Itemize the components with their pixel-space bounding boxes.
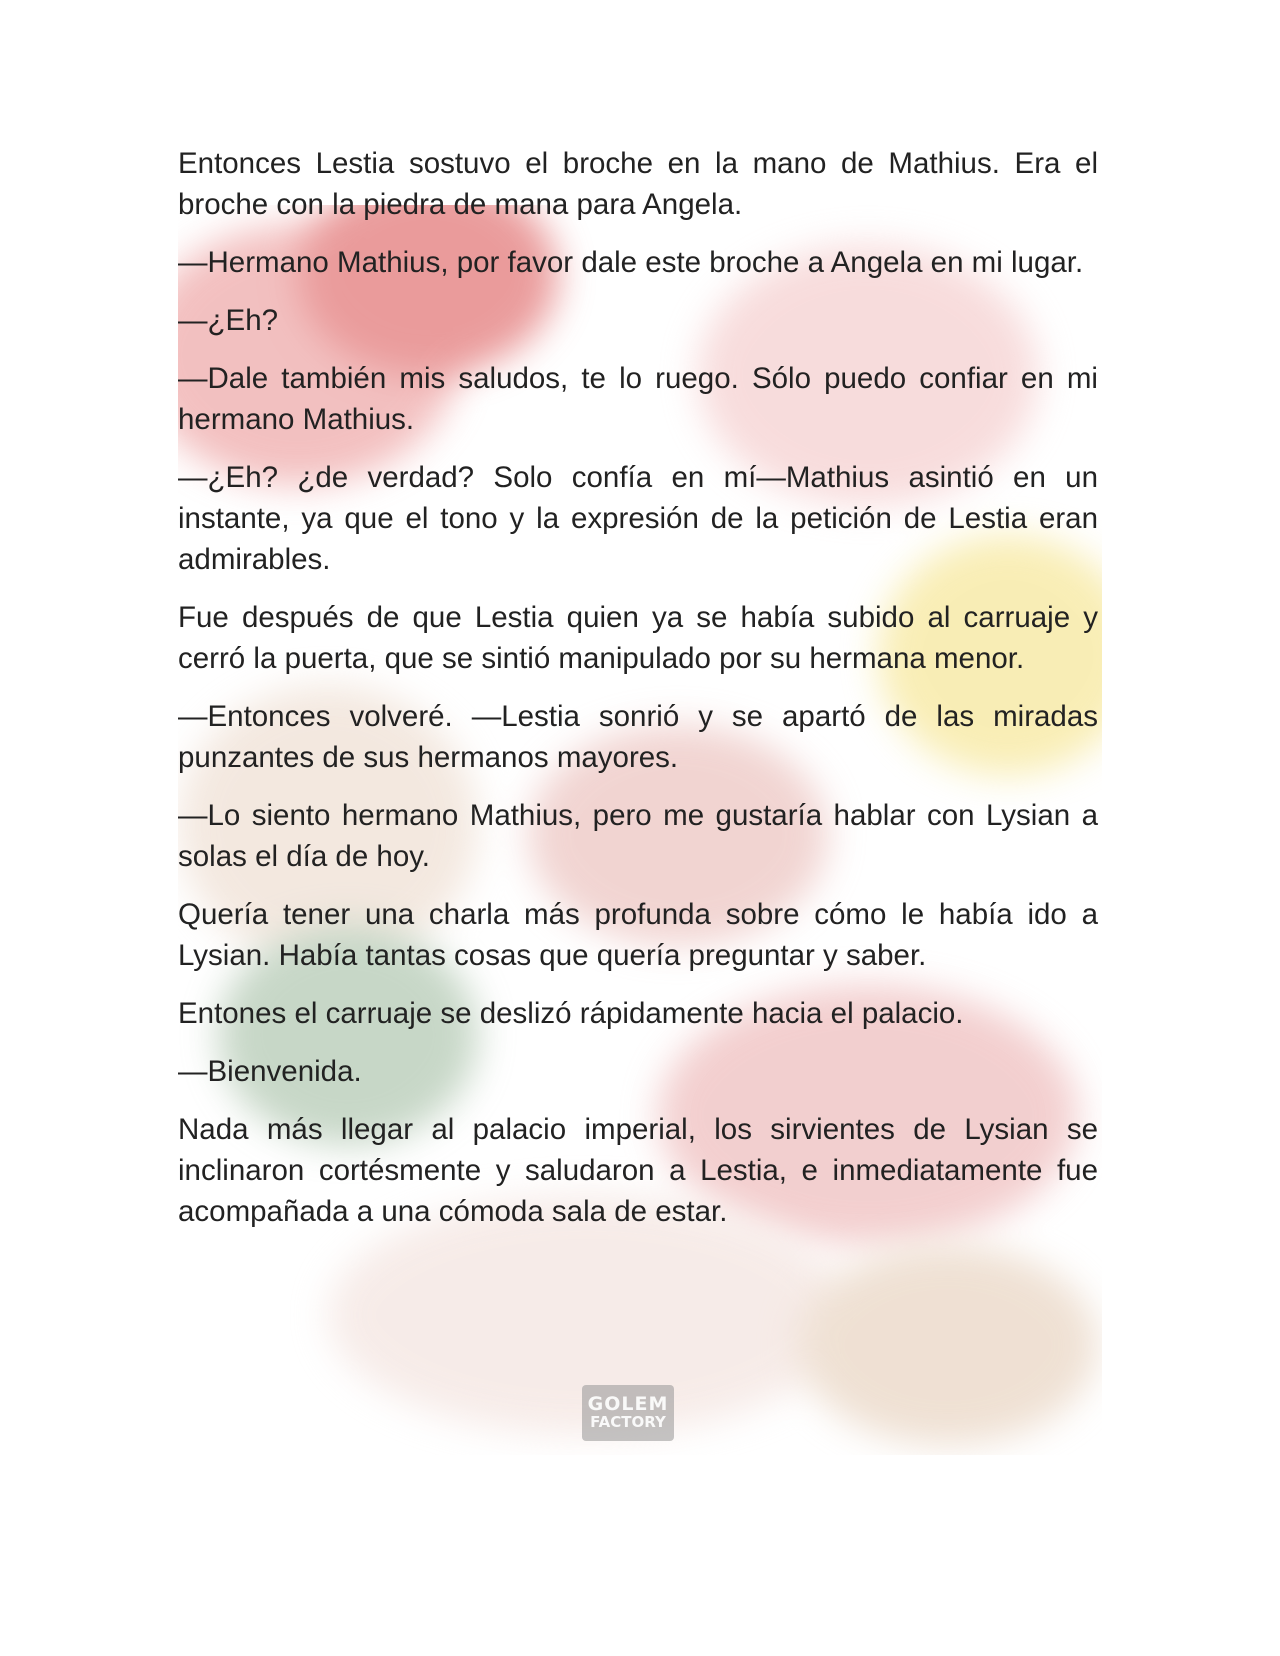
paragraph: Entones el carruaje se deslizó rápidamente hacia el palacio. bbox=[178, 997, 964, 1030]
paragraph: —Entonces volveré. —Lestia sonrió y se apartó de las miradas punzantes de sus hermanos mayores. bbox=[178, 700, 1098, 774]
paragraph: —¿Eh? ¿de verdad? Solo confía en mí—Mathius asintió en un instante, ya que el tono y la expresión de la petición de Lestia eran admirables. bbox=[178, 461, 1098, 576]
paragraph: —¿Eh? bbox=[178, 304, 279, 337]
paragraph: —Bienvenida. bbox=[178, 1055, 362, 1088]
body-text bbox=[178, 143, 1098, 1249]
logo-line-1: GOLEM bbox=[587, 1393, 669, 1416]
paragraph: Fue después de que Lestia quien ya se había subido al carruaje y cerró la puerta, que se sintió manipulado por su hermana menor. bbox=[178, 601, 1098, 675]
paragraph: —Dale también mis saludos, te lo ruego. Sólo puedo confiar en mi hermano Mathius. bbox=[178, 362, 1098, 436]
golem-factory-logo bbox=[582, 1385, 674, 1441]
paragraph: Entonces Lestia sostuvo el broche en la mano de Mathius. Era el broche con la piedra de mana para Angela. bbox=[178, 147, 1098, 221]
paragraph: Nada más llegar al palacio imperial, los sirvientes de Lysian se inclinaron cortésmente y saludaron a Lestia, e inmediatamente fue acompañada a una cómoda sala de estar. bbox=[178, 1113, 1098, 1228]
logo-line-2: FACTORY bbox=[590, 1413, 666, 1432]
paragraph: —Lo siento hermano Mathius, pero me gustaría hablar con Lysian a solas el día de hoy. bbox=[178, 799, 1098, 873]
paragraph: —Hermano Mathius, por favor dale este broche a Angela en mi lugar. bbox=[178, 246, 1084, 279]
paragraph: Quería tener una charla más profunda sobre cómo le había ido a Lysian. Había tantas cosas que quería preguntar y saber. bbox=[178, 898, 1098, 972]
